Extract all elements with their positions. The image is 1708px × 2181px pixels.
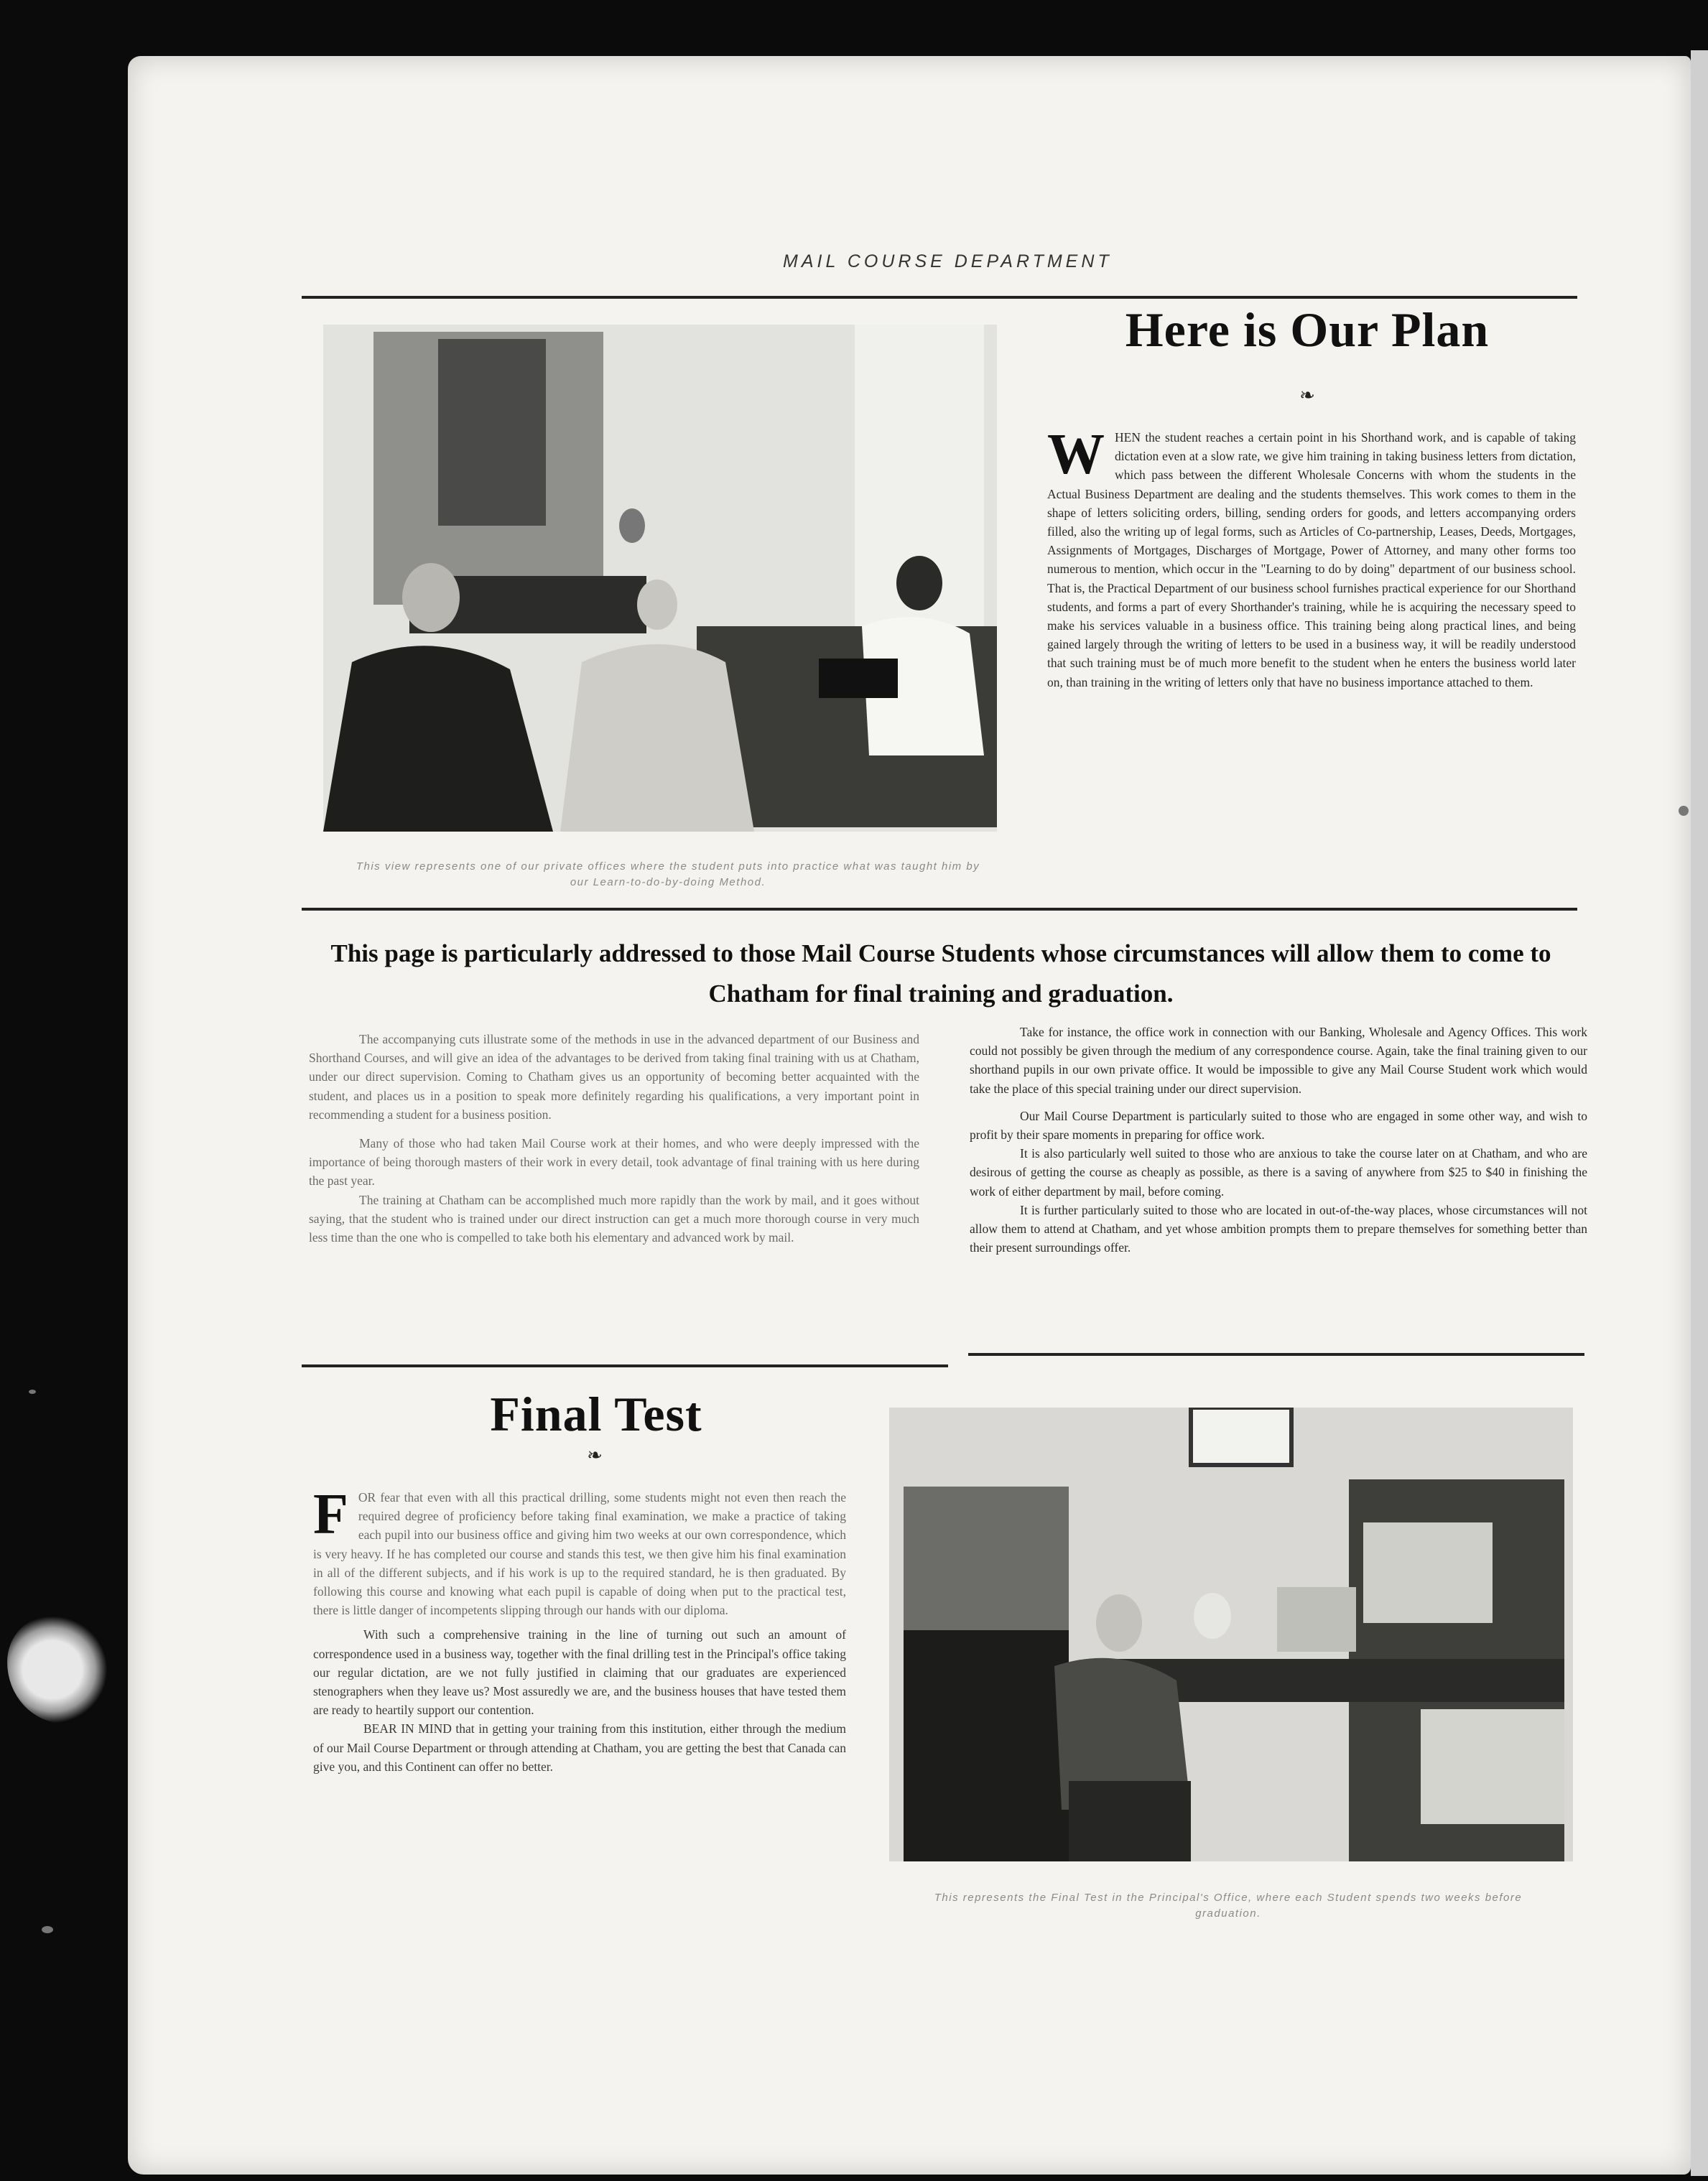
principals-office-photo xyxy=(889,1408,1573,1861)
photo-illustration xyxy=(323,325,997,832)
final-test-paragraph: BEAR IN MIND that in getting your training from this institution, either through the medium of our Mail Course Department or through attending at Chatham, you are getting the best that Canada can give you, and this Continent can offer no better. xyxy=(313,1721,846,1774)
private-office-photo xyxy=(323,325,997,832)
speck xyxy=(42,1926,53,1933)
final-test-paragraph: With such a comprehensive training in the line of turning out such an amount of correspondence used in a business way, together with the final drilling test in the Principal's office taking our regular dictation, are we not fully justified in claiming that our graduates are experienced stenographers when they leave us? Most assuredly we are, and the business houses that have tested them are ready to heartily support our contention. xyxy=(313,1627,846,1718)
middle-right-paragraph: It is also particularly well suited to those who are anxious to take the course later on at Chatham, and who are desirous of getting the course as cheaply as possible, as there is a saving of anywhere from $25 to $40 in finishing the work of either department by mail, before coming. xyxy=(970,1146,1587,1199)
middle-left-paragraph: The training at Chatham can be accomplished much more rapidly than the work by mail, and it goes without saying, that the student who is trained under our direct instruction can get a much more thorough course in very much less time than the one who is compelled to take both his elementary and advanced work by mail. xyxy=(309,1192,919,1245)
middle-right-paragraph: It is further particularly suited to those who are located in out-of-the-way places, whose circumstances will not allow them to attend at Chatham, and yet whose ambition prompts them to prepare themselves for something better than their present surroundings offer. xyxy=(970,1202,1587,1255)
paper-damage xyxy=(7,1616,108,1724)
plan-body xyxy=(1047,423,1576,692)
speck xyxy=(29,1390,36,1394)
section-rule-1 xyxy=(302,908,1577,911)
plan-heading: Here is Our Plan xyxy=(1125,302,1490,357)
final-test-paragraph: FOR fear that even with all this practical drilling, some students might not even then reach the required degree of proficiency before taking final examination, we make a practice of taking each pupil into our business office and giving him two weeks at our own correspondence, which is very heavy. If he has completed our course and stands this test, we then give him his final examination in all of the different subjects, and if his work is up to the required standard, he is then graduated. By following this course and knowing what each pupil is capable of doing when put to the practical test, there is little danger of incompetents slipping through our hands with our diploma. xyxy=(313,1483,846,1618)
running-head: MAIL COURSE DEPARTMENT xyxy=(783,251,1113,271)
final-test-ornament: ❧ xyxy=(587,1445,603,1466)
speck xyxy=(1679,806,1689,816)
plan-paragraph: HEN the student reaches a certain point in his Shorthand work, and is capable of taking dictation even at a slow rate, we give him training in taking business letters from dictation, which pass between the different Wholesale Concerns with whom the students in the Actual Business Department are dealing and the students themselves. This work comes to them in the shape of letters soliciting orders, billing, sending orders for goods, and letters accompanying orders filled, also the writing up of legal forms, such as Articles of Co-partnership, Leases, Deeds, Mortgages, Assignments of Mortgages, Discharges of Mortgage, Power of Attorney, and many other forms too numerous to mention, which occur in the "Learning to do by doing" department of our business school. That is, the Practical Department of our business school furnishes practical experience for our Shorthand students, and forms a part of every Shorthander's training, while he is acquiring the necessary speed to make his services valuable in a business office. This training being along practical lines, and being gained largely through the writing of letters to be used in a business way, it will be readily understood that such training must be of much more benefit to the student when he enters the business world later on, than training in the writing of letters only that have no business importance attached to them. xyxy=(1047,430,1576,689)
page-edge xyxy=(1691,50,1708,2176)
section-rule-2 xyxy=(968,1353,1584,1356)
plan-dropcap: W xyxy=(1047,423,1105,486)
final-test-body xyxy=(313,1483,846,1776)
section-rule-3 xyxy=(302,1364,948,1367)
top-photo-caption: This view represents one of our private offices where the student puts into practice what was taught him by our Learn-to-do-by-doing Method. xyxy=(356,860,980,888)
middle-right-paragraph: Our Mail Course Department is particularly suited to those who are engaged in some other way, and wish to profit by their spare moments in preparing for office work. xyxy=(970,1108,1587,1143)
middle-left-paragraph: Many of those who had taken Mail Course work at their homes, and who were deeply impressed with the importance of being thorough masters of their work in every detail, took advantage of final training with us here during the past year. xyxy=(309,1136,919,1189)
middle-left-paragraph: The accompanying cuts illustrate some of the methods in use in the advanced department of our Business and Shorthand Courses, and will give an idea of the advantages to be derived from taking final training with us at Chatham, under our direct supervision. Coming to Chatham gives us an opportunity of becoming better acquainted with the student, and places us in a position to speak more definitely regarding his qualifications, a very important point in recommending a student for a business position. xyxy=(309,1032,919,1122)
final-test-heading: Final Test xyxy=(490,1387,702,1441)
middle-left-column xyxy=(309,1030,919,1247)
banner-heading: This page is particularly addressed to those Mail Course Students whose circumstances will allow them to come to Chatham for final training and graduation. xyxy=(330,939,1551,1008)
final-test-dropcap: F xyxy=(313,1483,348,1546)
plan-ornament: ❧ xyxy=(1299,385,1315,406)
middle-right-column xyxy=(970,1023,1587,1257)
header-rule xyxy=(302,296,1577,299)
bottom-photo-caption: This represents the Final Test in the Principal's Office, where each Student spends two weeks before graduation. xyxy=(934,1892,1523,1920)
middle-right-paragraph: Take for instance, the office work in connection with our Banking, Wholesale and Agency Offices. This work could not possibly be given through the medium of any correspondence course. Again, take the final training given to our shorthand pupils in our own private office. It would be impossible to give any Mail Course Student work which would take the place of this special training under our direct supervision. xyxy=(970,1025,1587,1096)
photo-illustration xyxy=(889,1408,1573,1861)
